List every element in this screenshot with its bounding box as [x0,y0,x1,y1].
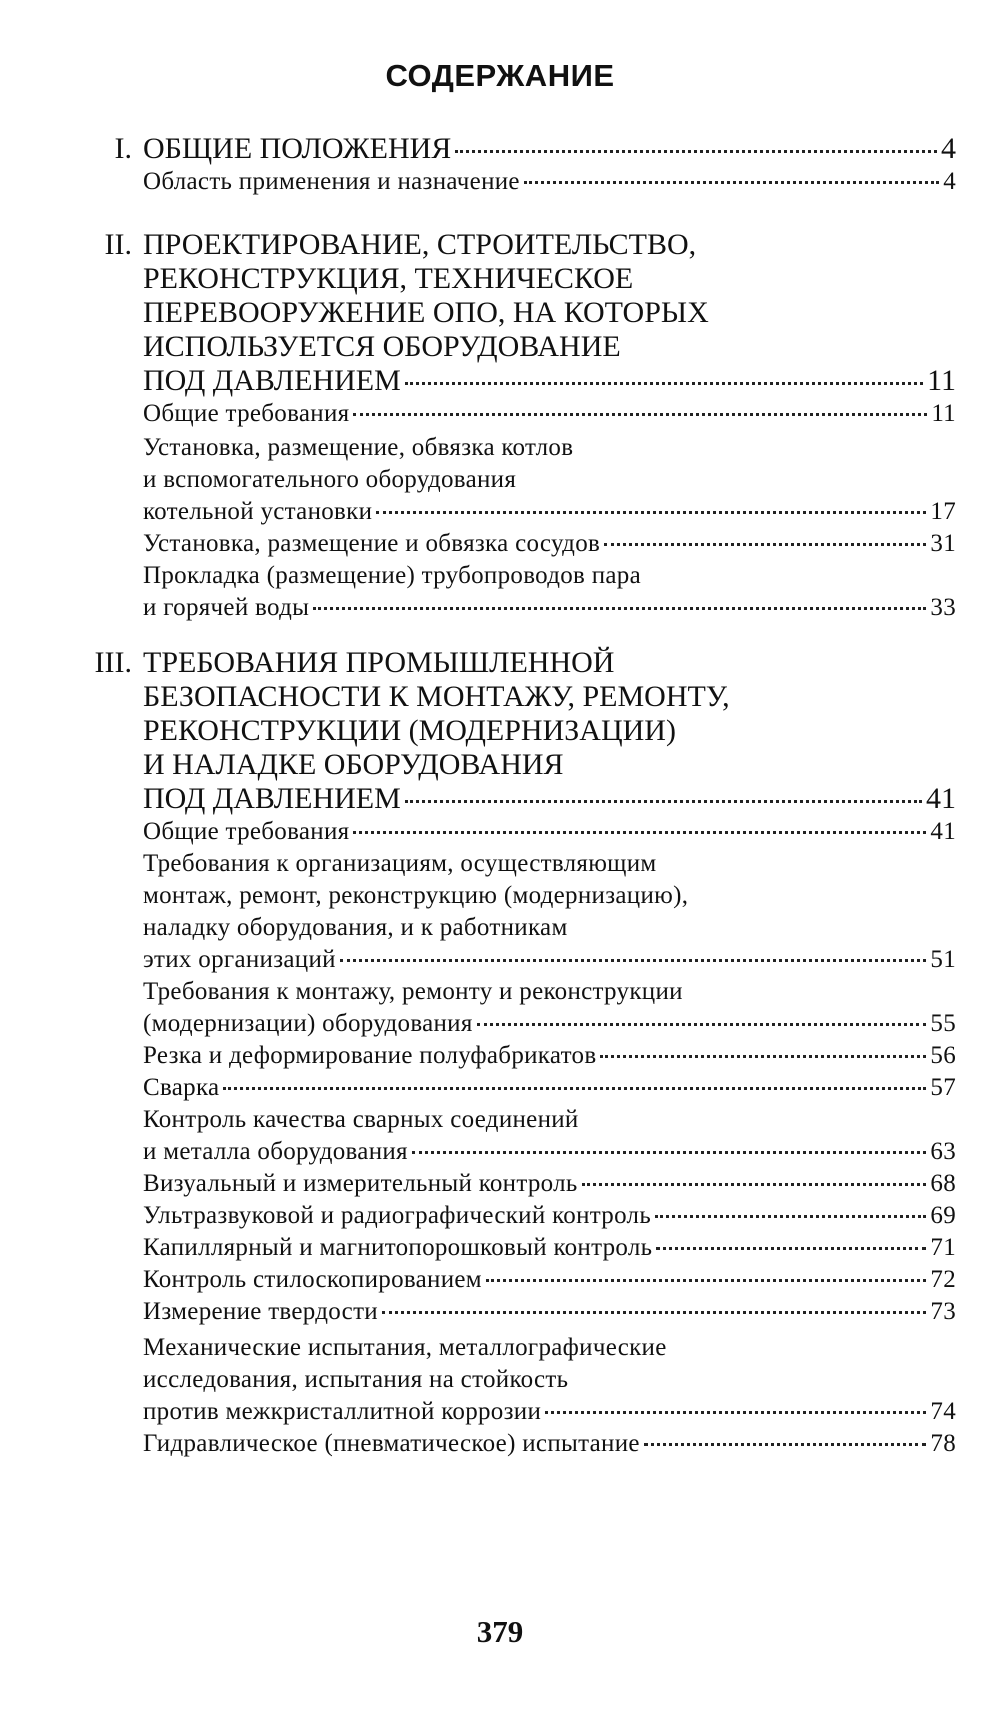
page-ref: 11 [931,400,956,427]
toc-entry[interactable] [143,398,956,430]
page-ref: 57 [930,1074,956,1101]
section-title: ПОД ДАВЛЕНИЕМ [143,364,401,397]
toc-entry[interactable] [143,1136,956,1168]
leader-dots [545,1411,926,1414]
toc-entry[interactable] [143,1200,956,1232]
toc-entry[interactable] [143,1264,956,1296]
page-ref: 41 [930,818,956,845]
toc-entry[interactable] [143,364,956,398]
page-ref: 71 [930,1234,956,1261]
leader-dots [655,1215,926,1218]
leader-dots [340,959,927,962]
page-ref: 4 [941,132,956,165]
section-title-line: ИСПОЛЬЗУЕТСЯ ОБОРУДОВАНИЕ [143,330,621,363]
page-ref: 72 [930,1266,956,1293]
entry-title-line: Прокладка (размещение) трубопроводов пара [143,562,641,589]
toc-entry[interactable] [143,1040,956,1072]
section-title-line: ПЕРЕВООРУЖЕНИЕ ОПО, НА КОТОРЫХ [143,296,709,329]
leader-dots [604,543,926,546]
entry-title: Резка и деформирование полуфабрикатов [143,1042,597,1069]
entry-title-line: монтаж, ремонт, реконструкцию (модернизацию), [143,882,689,909]
entry-title: и металла оборудования [143,1138,408,1165]
entry-title-line: Механические испытания, металлографические [143,1334,667,1361]
leader-dots [477,1023,927,1026]
page-ref: 31 [930,530,956,557]
entry-title: Общие требования [143,818,350,845]
entry-title-line: Требования к организациям, осуществляющим [143,850,657,877]
page-ref: 56 [930,1042,956,1069]
page-ref: 68 [930,1170,956,1197]
section-title-line: ПРОЕКТИРОВАНИЕ, СТРОИТЕЛЬСТВО, [143,228,697,261]
entry-title-line: Контроль качества сварных соединений [143,1106,579,1133]
entry-title: Измерение твердости [143,1298,378,1325]
page-ref: 51 [930,946,956,973]
toc-entry[interactable] [143,496,956,528]
entry-title-line: наладку оборудования, и к работникам [143,914,568,941]
section-title-line: И НАЛАДКЕ ОБОРУДОВАНИЯ [143,748,564,781]
toc-entry[interactable] [143,1396,956,1428]
toc-entry[interactable] [143,1008,956,1040]
entry-title: Визуальный и измерительный контроль [143,1170,578,1197]
toc-entry[interactable] [143,816,956,848]
leader-dots [405,382,923,385]
leader-dots [582,1183,927,1186]
page-heading: СОДЕРЖАНИЕ [385,58,615,93]
entry-title: (модернизации) оборудования [143,1010,473,1037]
entry-title-line: и вспомогательного оборудования [143,466,517,493]
toc-entry[interactable] [143,528,956,560]
entry-title: Ультразвуковой и радиографический контроль [143,1202,652,1229]
page-ref: 41 [926,782,956,815]
section-title-line: БЕЗОПАСНОСТИ К МОНТАЖУ, РЕМОНТУ, [143,680,730,713]
page-ref: 33 [930,594,956,621]
page-ref: 78 [930,1430,956,1457]
entry-title: Гидравлическое (пневматическое) испытание [143,1430,640,1457]
section-title-line: РЕКОНСТРУКЦИЯ, ТЕХНИЧЕСКОЕ [143,262,634,295]
entry-title: этих организаций [143,946,336,973]
entry-title: Сварка [143,1074,220,1101]
toc-entry[interactable] [143,1232,956,1264]
entry-title-line: Требования к монтажу, ремонту и реконструкции [143,978,683,1005]
leader-dots [656,1247,926,1250]
leader-dots [600,1055,926,1058]
leader-dots [313,607,926,610]
entry-title-line: исследования, испытания на стойкость [143,1366,569,1393]
section-numeral: II. [104,228,132,261]
entry-title: и горячей воды [143,594,310,621]
toc-entry[interactable] [143,782,956,816]
entry-title: Область применения и назначение [143,168,520,195]
entry-title-line: Установка, размещение, обвязка котлов [143,434,574,461]
page-ref: 73 [930,1298,956,1325]
leader-dots [223,1087,926,1090]
section-numeral: I. [114,132,132,165]
leader-dots [644,1443,927,1446]
toc-entry[interactable] [143,944,956,976]
page-ref: 4 [943,168,956,195]
leader-dots [376,511,926,514]
leader-dots [412,1151,927,1154]
entry-title: Контроль стилоскопированием [143,1266,482,1293]
entry-title: Установка, размещение и обвязка сосудов [143,530,601,557]
toc-entry[interactable] [143,1168,956,1200]
toc-entry[interactable] [143,132,956,166]
section-title-line: ТРЕБОВАНИЯ ПРОМЫШЛЕННОЙ [143,646,615,679]
leader-dots [455,150,937,153]
leader-dots [353,831,926,834]
section-numeral: III. [94,646,132,679]
page-ref: 17 [930,498,956,525]
section-title: ОБЩИЕ ПОЛОЖЕНИЯ [143,132,452,165]
toc-entry[interactable] [143,166,956,198]
section-title: ПОД ДАВЛЕНИЕМ [143,782,401,815]
page-ref: 55 [930,1010,956,1037]
page-ref: 63 [930,1138,956,1165]
page-number: 379 [476,1614,524,1649]
toc-entry[interactable] [143,592,956,624]
entry-title: Общие требования [143,400,350,427]
section-title-line: РЕКОНСТРУКЦИИ (МОДЕРНИЗАЦИИ) [143,714,676,747]
leader-dots [353,413,927,416]
page-ref: 11 [927,364,956,397]
toc-entry[interactable] [143,1428,956,1460]
leader-dots [405,800,922,803]
entry-title: котельной установки [143,498,373,525]
page-ref: 74 [930,1398,956,1425]
leader-dots [486,1279,926,1282]
toc-entry[interactable] [143,1296,956,1328]
page-ref: 69 [930,1202,956,1229]
entry-title: Капиллярный и магнитопорошковый контроль [143,1234,653,1261]
leader-dots [524,181,939,184]
leader-dots [382,1311,926,1314]
entry-title: против межкристаллитной коррозии [143,1398,542,1425]
toc-entry[interactable] [143,1072,956,1104]
